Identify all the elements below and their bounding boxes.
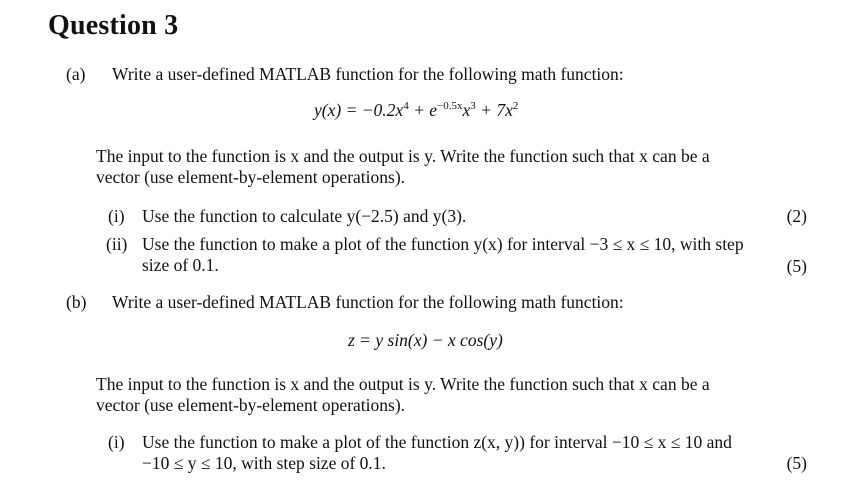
part-a-description: The input to the function is x and the output is y. Write the function such that x can be a vector (use element-by-element operations). bbox=[96, 146, 710, 187]
part-a-sub-i-marks: (2) bbox=[786, 206, 807, 226]
part-a-label: (a) bbox=[66, 64, 86, 84]
part-b-sub-i-label: (i) bbox=[108, 432, 125, 452]
part-a-sub-i-text: Use the function to calculate y(−2.5) and y(3). bbox=[142, 206, 467, 226]
part-a-sub-i-label: (i) bbox=[108, 206, 125, 226]
part-b-description: The input to the function is x and the output is y. Write the function such that x can be a vector (use element-by-element operations). bbox=[96, 374, 710, 415]
part-b-sub-i-marks: (5) bbox=[786, 453, 807, 473]
part-a-intro bbox=[66, 64, 624, 85]
part-a-equation: $y(x) = -0.2x^4 + e^{-0.5x}x^3 + 7x^2$ bbox=[314, 100, 519, 120]
question-title: Question 3 bbox=[48, 10, 179, 41]
part-b-intro-text: Write a user-defined MATLAB function for the following math function: bbox=[112, 292, 624, 312]
part-b-sub-i-text: Use the function to make a plot of the function z(x, y)) for interval −10 ≤ x ≤ 10 and −10 ≤ y ≤ 10, with step size of 0.1. bbox=[142, 432, 732, 473]
part-a-sub-ii-text: Use the function to make a plot of the function y(x) for interval −3 ≤ x ≤ 10, with step size of 0.1. bbox=[142, 234, 744, 275]
part-b-label: (b) bbox=[66, 292, 87, 312]
part-b-equation: z = y sin(x) − x cos(y) bbox=[348, 330, 503, 350]
part-a-intro-text: Write a user-defined MATLAB function for the following math function: bbox=[112, 64, 624, 84]
part-b-intro bbox=[66, 292, 624, 313]
part-a-sub-ii-label: (ii) bbox=[106, 234, 128, 254]
part-a-sub-ii-marks: (5) bbox=[786, 256, 807, 276]
